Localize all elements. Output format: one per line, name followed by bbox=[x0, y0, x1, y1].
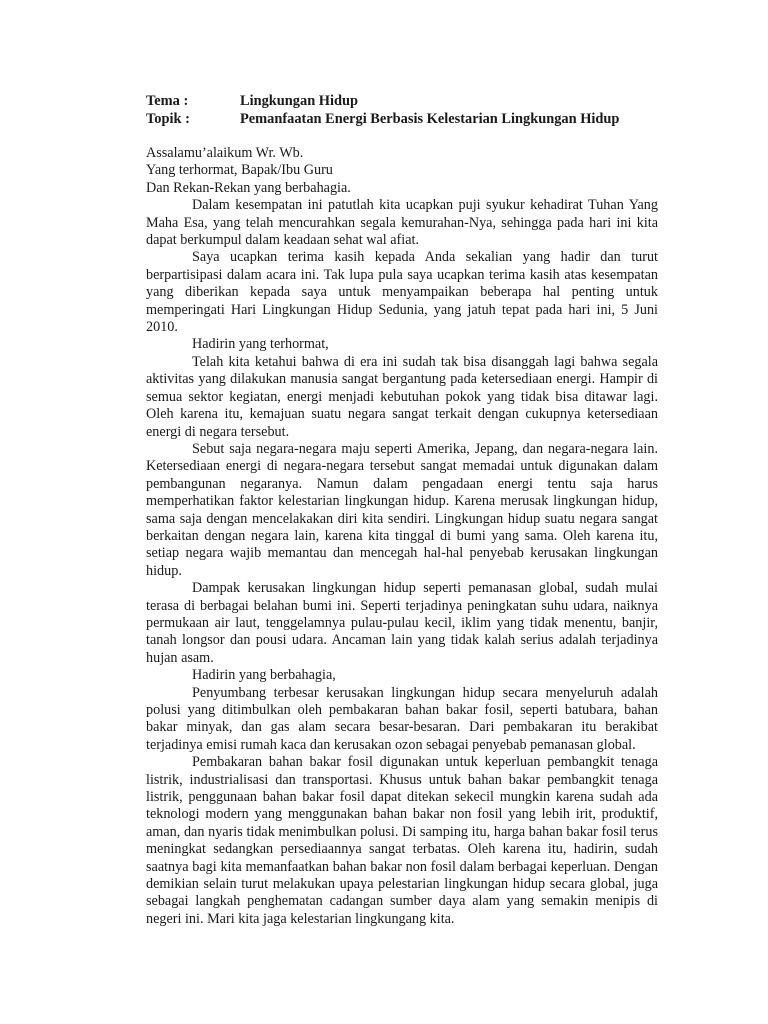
document-page bbox=[146, 92, 658, 928]
paragraph-damage-impact: Dampak kerusakan lingkungan hidup seperti pemanasan global, sudah mulai terasa di berbagai belahan bumi ini. Seperti terjadinya peningkatan suhu udara, naiknya permukaan air laut, tenggelamnya pulau-pulau kecil, iklim yang tidak menentu, banjir, tanah longsor dan pousi udara. Ancaman lain yang tidak kalah serius adalah terjadinya hujan asam. bbox=[146, 580, 658, 666]
theme-label: Tema : bbox=[146, 93, 189, 109]
paragraph-fossil-usage: Pembakaran bahan bakar fosil digunakan untuk keperluan pembangkit tenaga listrik, industrialisasi dan transportasi. Khusus untuk bahan bakar pembangkit tenaga listrik, penggunaan bahan bakar fosil dapat ditekan sekecil mungkin karena sudah ada teknologi modern yang menggunakan bahan bakar non fosil yang lebih irit, produktif, aman, dan nyaris tidak menimbulkan polusi. Di samping itu, harga bahan bakar fosil terus meningkat sedangkan persediaannya sangat terbatas. Oleh karena itu, hadirin, sudah saatnya bagi kita memanfaatkan bahan bakar non fosil dalam berbagai keperluan. Dengan demikian selain turut melakukan upaya pelestarian lingkungan hidup secara global, juga sebagai langkah penghematan cadangan sumber daya alam yang semakin menipis di negeri ini. Mari kita jaga kelestarian lingkungang kita. bbox=[146, 754, 658, 927]
paragraph-fossil-pollution: Penyumbang terbesar kerusakan lingkungan hidup secara menyeluruh adalah polusi yang ditimbulkan oleh pembakaran bahan bakar fosil, seperti batubara, bahan bakar minyak, dan gas alam secara besar-besaran. Dari pembakaran itu berakibat terjadinya emisi rumah kaca dan kerusakan ozon sebagai penyebab pemanasan global. bbox=[146, 684, 658, 753]
paragraph-developed-countries: Sebut saja negara-negara maju seperti Amerika, Jepang, dan negara-negara lain. Ketersediaan energi di negara-negara tersebut sangat memadai untuk digunakan dalam pembangunan negaranya. Namun dalam pengadaan energi tentu saja harus memperhatikan faktor kelestarian lingkungan hidup. Karena merusak lingkungan hidup, sama saja dengan mencelakakan diri kita sendiri. Lingkungan hidup suatu negara sangat berkaitan dengan negara lain, karena kita tinggal di bumi yang sama. Oleh karena itu, setiap negara wajib memantau dan mencegah hal-hal penyebab kerusakan lingkungan hidup. bbox=[146, 440, 658, 579]
topic-row bbox=[146, 110, 658, 128]
paragraph-energy-dependence: Telah kita ketahui bahwa di era ini sudah tak bisa disanggah lagi bahwa segala aktivitas yang dilakukan manusia sangat bergantung pada ketersediaan energi. Hampir di semua sektor kegiatan, energi menjadi kebutuhan pokok yang tidak bisa ditawar lagi. Oleh karena itu, kemajuan suatu negara sangat terkait dengan cukupnya ketersediaan energi di negara tersebut. bbox=[146, 353, 658, 440]
greeting-colleagues: Dan Rekan-Rekan yang berbahagia. bbox=[146, 179, 351, 196]
address-respected: Hadirin yang terhormat, bbox=[192, 336, 329, 353]
spacer bbox=[146, 128, 658, 145]
paragraph-thanks: Saya ucapkan terima kasih kepada Anda sekalian yang hadir dan turut berpartisipasi dalam acara ini. Tak lupa pula saya ucapkan terima kasih atas kesempatan yang diberikan kepada saya untuk menyampaikan beberapa hal penting untuk memperingati Hari Lingkungan Hidup Sedunia, yang jatuh tepat pada hari ini, 5 Juni 2010. bbox=[146, 249, 658, 336]
paragraph-gratitude: Dalam kesempatan ini patutlah kita ucapkan puji syukur kehadirat Tuhan Yang Maha Esa, yang telah mencurahkan segala kemurahan-Nya, sehingga pada hari ini kita dapat berkumpul dalam keadaan sehat wal afiat. bbox=[146, 197, 658, 249]
greeting-salam: Assalamu’alaikum Wr. Wb. bbox=[146, 145, 304, 161]
greeting-respected: Yang terhormat, Bapak/Ibu Guru bbox=[146, 162, 333, 179]
address-happy: Hadirin yang berbahagia, bbox=[192, 667, 336, 684]
topic-label: Topik : bbox=[146, 111, 190, 127]
topic-value: Pemanfaatan Energi Berbasis Kelestarian Lingkungan Hidup bbox=[240, 111, 620, 127]
theme-value: Lingkungan Hidup bbox=[240, 93, 358, 109]
theme-row bbox=[146, 92, 658, 110]
